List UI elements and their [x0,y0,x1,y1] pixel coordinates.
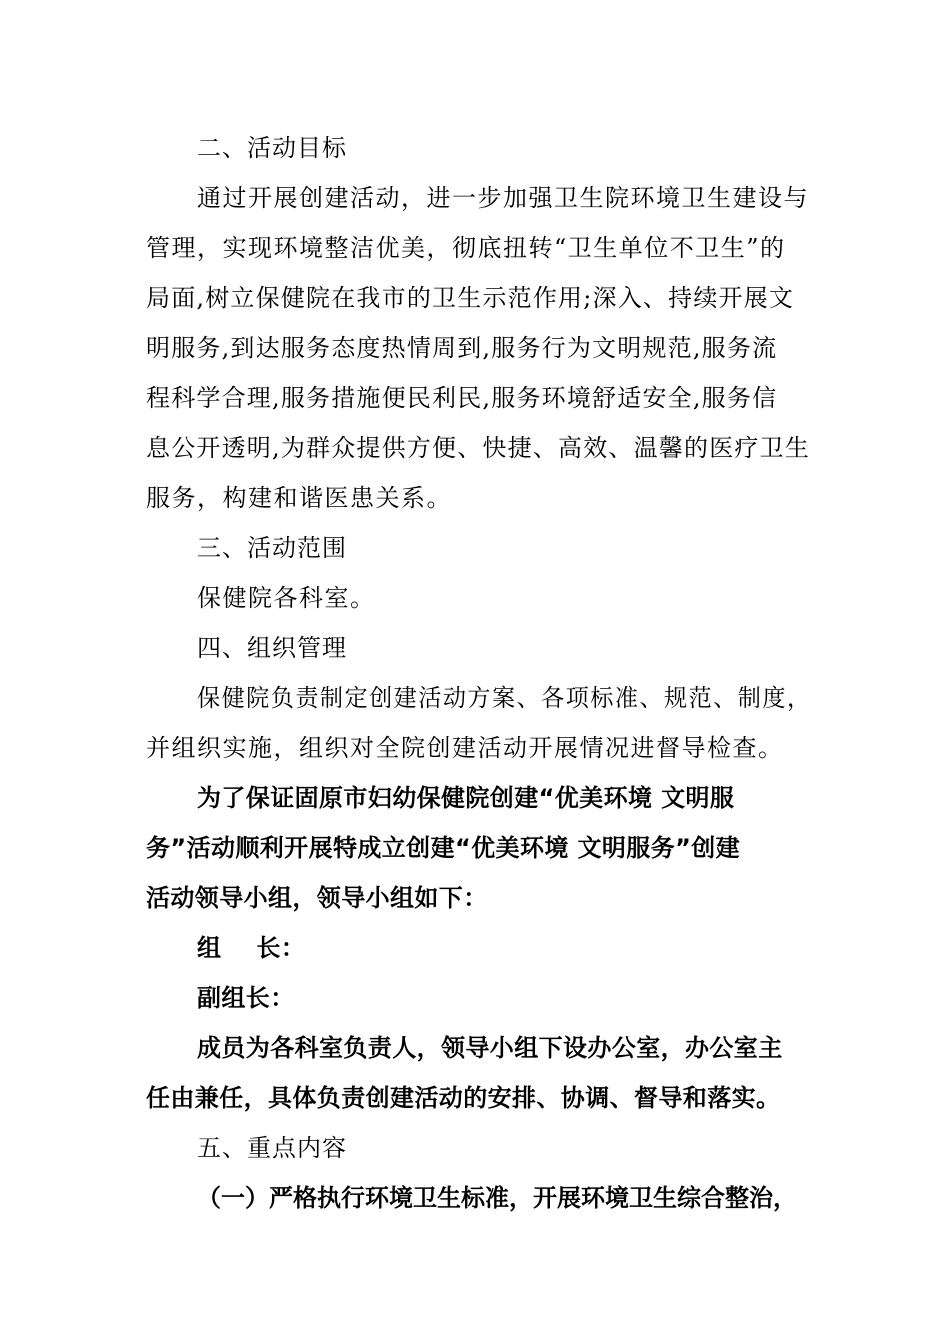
paragraph-line: 并组织实施，组织对全院创建活动开展情况进督导检查。 [146,734,784,762]
paragraph-line-bold: 为了保证固原市妇幼保健院创建“优美环境 文明服 [197,784,735,812]
paragraph-line: 保健院负责制定创建活动方案、各项标准、规范、制度， [197,684,812,712]
paragraph-line: 服务，构建和谐医患关系。 [146,484,452,512]
deputy-label: 副组长： [197,984,295,1012]
paragraph-line: 保健院各科室。 [197,584,376,612]
key-item-heading: （一）严格执行环境卫生标准，开展环境卫生综合整治， [197,1184,797,1212]
section-heading-goal: 二、活动目标 [197,134,347,162]
paragraph-line-bold: 成员为各科室负责人，领导小组下设办公室，办公室主 [197,1034,783,1062]
leader-label: 组 长： [197,934,306,962]
paragraph-line-bold: 任由兼任，具体负责创建活动的安排、协调、督导和落实。 [146,1084,781,1112]
section-heading-key: 五、重点内容 [197,1134,347,1162]
paragraph-line: 管理，实现环境整洁优美，彻底扭转“卫生单位不卫生”的 [146,234,786,262]
paragraph-line-bold: 务”活动顺利开展特成立创建“优美环境 文明服务”创建 [146,834,741,862]
paragraph-line: 程科学合理,服务措施便民利民,服务环境舒适安全,服务信 [146,384,778,412]
paragraph-line: 明服务,到达服务态度热情周到,服务行为文明规范,服务流 [146,334,778,362]
paragraph-line: 息公开透明,为群众提供方便、快捷、高效、温馨的医疗卫生 [146,434,811,462]
section-heading-org: 四、组织管理 [197,634,347,662]
paragraph-line: 通过开展创建活动，进一步加强卫生院环境卫生建设与 [197,184,809,212]
paragraph-line: 局面,树立保健院在我市的卫生示范作用;深入、持续开展文 [146,284,795,312]
section-heading-scope: 三、活动范围 [197,534,347,562]
paragraph-line-bold: 活动领导小组，领导小组如下： [146,884,488,912]
